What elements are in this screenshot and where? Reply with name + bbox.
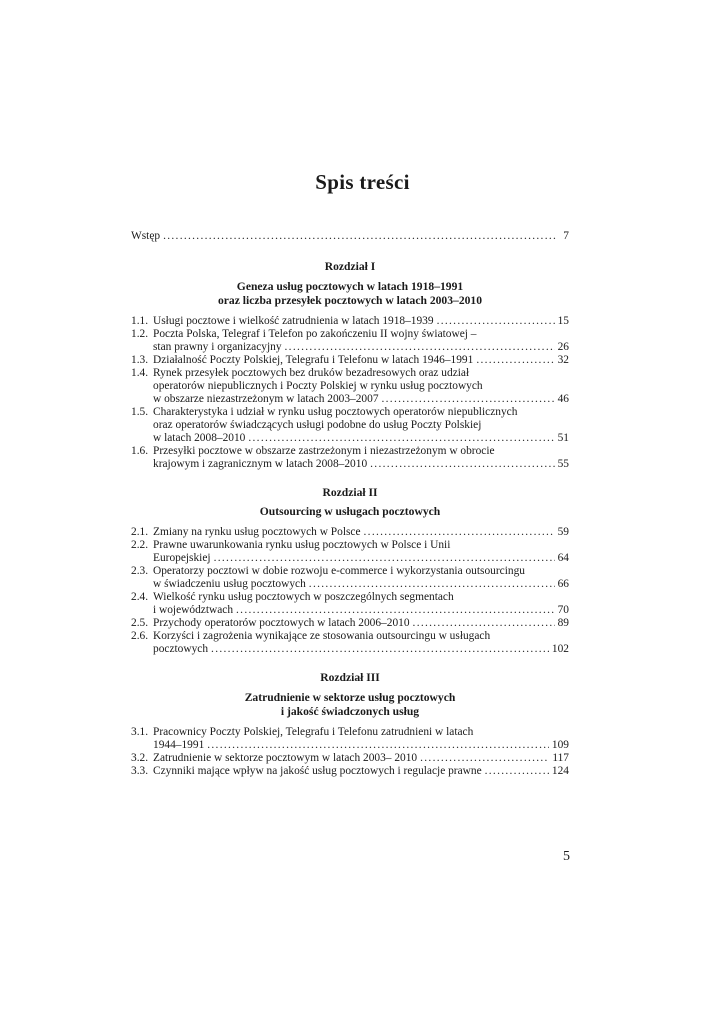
entry-body [131, 230, 569, 243]
entry-last-line [153, 604, 569, 617]
entry-title-line: 1944–1991 [153, 739, 205, 751]
toc-entry[interactable] [131, 591, 569, 617]
entry-title-line: w latach 2008–2010 [153, 432, 246, 444]
entry-number: 2.2. [131, 539, 149, 551]
entry-title-line: Europejskiej [153, 552, 211, 564]
entry-last-line [153, 739, 569, 752]
entry-title-line: krajowym i zagranicznym w latach 2008–2010 [153, 458, 368, 470]
entry-body [153, 591, 569, 617]
entry-title-line: Przesyłki pocztowe w obszarze zastrzeżonym i niezastrzeżonym w obrocie [153, 445, 495, 457]
entry-number: 1.3. [131, 354, 149, 366]
entry-page: 32 [557, 354, 569, 366]
dot-leader [437, 315, 555, 328]
entry-last-line [153, 315, 569, 328]
toc-entry[interactable] [131, 328, 569, 354]
entry-page: 15 [557, 315, 569, 327]
entry-body [153, 565, 569, 591]
entry-number: 1.6. [131, 445, 149, 457]
entry-title-line: Prawne uwarunkowania rynku usług pocztowych w Polsce i Unii [153, 539, 451, 551]
entry-body [153, 354, 569, 367]
toc-entry[interactable] [131, 630, 569, 656]
entry-title-line: Pracownicy Poczty Polskiej, Telegrafu i Telefonu zatrudnieni w latach [153, 726, 474, 738]
entry-last-line [153, 578, 569, 591]
entry-title-line: Poczta Polska, Telegraf i Telefon po zakończeniu II wojny światowej – [153, 328, 477, 340]
entry-page: 46 [557, 393, 569, 405]
chapter-heading: Rozdział II [322, 486, 378, 499]
entry-number: 2.6. [131, 630, 149, 642]
entry-page: 26 [557, 341, 569, 353]
entry-last-line [153, 526, 569, 539]
dot-leader [420, 752, 549, 765]
entry-title-line: Wielkość rynku usług pocztowych w poszczególnych segmentach [153, 591, 454, 603]
dot-leader [285, 341, 555, 354]
entry-title-line: Usługi pocztowe i wielkość zatrudnienia w latach 1918–1939 [153, 315, 434, 327]
entry-body [153, 726, 569, 752]
chapter-title-line: Geneza usług pocztowych w latach 1918–1991 [236, 280, 464, 293]
entry-last-line [153, 458, 569, 471]
entry-title-line: Działalność Poczty Polskiej, Telegrafu i Telefonu w latach 1946–1991 [153, 354, 474, 366]
entry-title-line: w świadczeniu usług pocztowych [153, 578, 306, 590]
entry-title-line: Przychody operatorów pocztowych w latach 2006–2010 [153, 617, 410, 629]
entry-title-line: pocztowych [153, 643, 209, 655]
toc-entry[interactable] [131, 752, 569, 765]
toc-entry[interactable] [131, 406, 569, 445]
entry-body [153, 445, 569, 471]
entry-title-line: Czynniki mające wpływ na jakość usług pocztowych i regulacje prawne [153, 765, 482, 777]
entry-last-line [153, 393, 569, 406]
dot-leader [364, 526, 555, 539]
dot-leader [370, 458, 554, 471]
entry-body [153, 630, 569, 656]
entry-number: 1.4. [131, 367, 149, 379]
toc-entry[interactable] [131, 367, 569, 406]
dot-leader [163, 230, 556, 243]
entry-last-line [153, 341, 569, 354]
chapter-heading: Rozdział III [320, 671, 380, 684]
entry-page: 70 [557, 604, 569, 616]
dot-leader [309, 578, 555, 591]
entry-number: 1.1. [131, 315, 149, 327]
entry-title-line: Rynek przesyłek pocztowych bez druków bezadresowych oraz udział [153, 367, 470, 379]
entry-page: 55 [557, 458, 569, 470]
entry-page: 66 [557, 578, 569, 590]
dot-leader [248, 432, 554, 445]
toc-entry[interactable] [131, 617, 569, 630]
entry-body [153, 406, 569, 445]
entry-last-line [153, 552, 569, 565]
entry-page: 89 [557, 617, 569, 629]
chapter-title-line: oraz liczba przesyłek pocztowych w latach 2003–2010 [217, 294, 483, 307]
entry-last-line [153, 765, 569, 778]
dot-leader [485, 765, 549, 778]
entry-body [153, 315, 569, 328]
toc-entry[interactable] [131, 539, 569, 565]
entry-last-line [153, 617, 569, 630]
table-of-contents [131, 230, 569, 778]
toc-entry[interactable] [131, 354, 569, 367]
entry-last-line [131, 230, 569, 243]
entry-body [153, 328, 569, 354]
entry-page: 117 [552, 752, 569, 764]
entry-number: 3.3. [131, 765, 149, 777]
dot-leader [413, 617, 555, 630]
entry-body [153, 617, 569, 630]
entry-page: 59 [557, 526, 569, 538]
entry-body [153, 765, 569, 778]
entry-number: 3.1. [131, 726, 149, 738]
entry-page: 124 [551, 765, 569, 777]
chapter-title-line: i jakość świadczonych usług [280, 705, 420, 718]
entry-page: 51 [557, 432, 569, 444]
dot-leader [207, 739, 549, 752]
dot-leader [476, 354, 554, 367]
toc-entry[interactable] [131, 315, 569, 328]
entry-number: 1.2. [131, 328, 149, 340]
entry-title-line: Operatorzy pocztowi w dobie rozwoju e-commerce i wykorzystania outsourcingu [153, 565, 525, 577]
entry-number: 2.5. [131, 617, 149, 629]
entry-body [153, 526, 569, 539]
toc-entry[interactable] [131, 445, 569, 471]
entry-page: 102 [551, 643, 569, 655]
entry-title-line: oraz operatorów świadczących usługi podobne do usług Poczty Polskiej [153, 419, 482, 431]
entry-page: 7 [563, 230, 569, 242]
entry-number: 2.1. [131, 526, 149, 538]
dot-leader [236, 604, 555, 617]
dot-leader [214, 552, 555, 565]
entry-title-line: Charakterystyka i udział w rynku usług pocztowych operatorów niepublicznych [153, 406, 518, 418]
entry-title-line: operatorów niepublicznych i Poczty Polskiej w rynku usług pocztowych [153, 380, 483, 392]
entry-title-line: Korzyści i zagrożenia wynikające ze stosowania outsourcingu w usługach [153, 630, 491, 642]
entry-last-line [153, 432, 569, 445]
entry-title-line: i województwach [153, 604, 234, 616]
entry-page: 64 [557, 552, 569, 564]
toc-entry[interactable] [131, 726, 569, 752]
toc-entry[interactable] [131, 565, 569, 591]
chapter-heading: Rozdział I [324, 260, 376, 273]
entry-number: 3.2. [131, 752, 149, 764]
dot-leader [382, 393, 555, 406]
page-title: Spis treści [315, 170, 410, 194]
entry-body [153, 539, 569, 565]
entry-last-line [153, 752, 569, 765]
toc-entry-intro[interactable] [131, 230, 569, 243]
entry-title-line: Zmiany na rynku usług pocztowych w Polsce [153, 526, 361, 538]
entry-title-line: stan prawny i organizacyjny [153, 341, 282, 353]
chapter-title-line: Zatrudnienie w sektorze usług pocztowych [244, 691, 456, 704]
entry-number: 1.5. [131, 406, 149, 418]
entry-title-line: Wstęp [131, 230, 161, 242]
entry-number: 2.3. [131, 565, 149, 577]
page-number: 5 [563, 849, 570, 864]
dot-leader [211, 643, 549, 656]
entry-title-line: w obszarze niezastrzeżonym w latach 2003–2007 [153, 393, 379, 405]
entry-body [153, 752, 569, 765]
entry-page: 109 [551, 739, 569, 751]
entry-last-line [153, 354, 569, 367]
toc-entry[interactable] [131, 526, 569, 539]
chapter-title-line: Outsourcing w usługach pocztowych [259, 505, 441, 518]
entry-last-line [153, 643, 569, 656]
entry-title-line: Zatrudnienie w sektorze pocztowym w latach 2003– 2010 [153, 752, 418, 764]
entry-number: 2.4. [131, 591, 149, 603]
entry-body [153, 367, 569, 406]
toc-entry[interactable] [131, 765, 569, 778]
